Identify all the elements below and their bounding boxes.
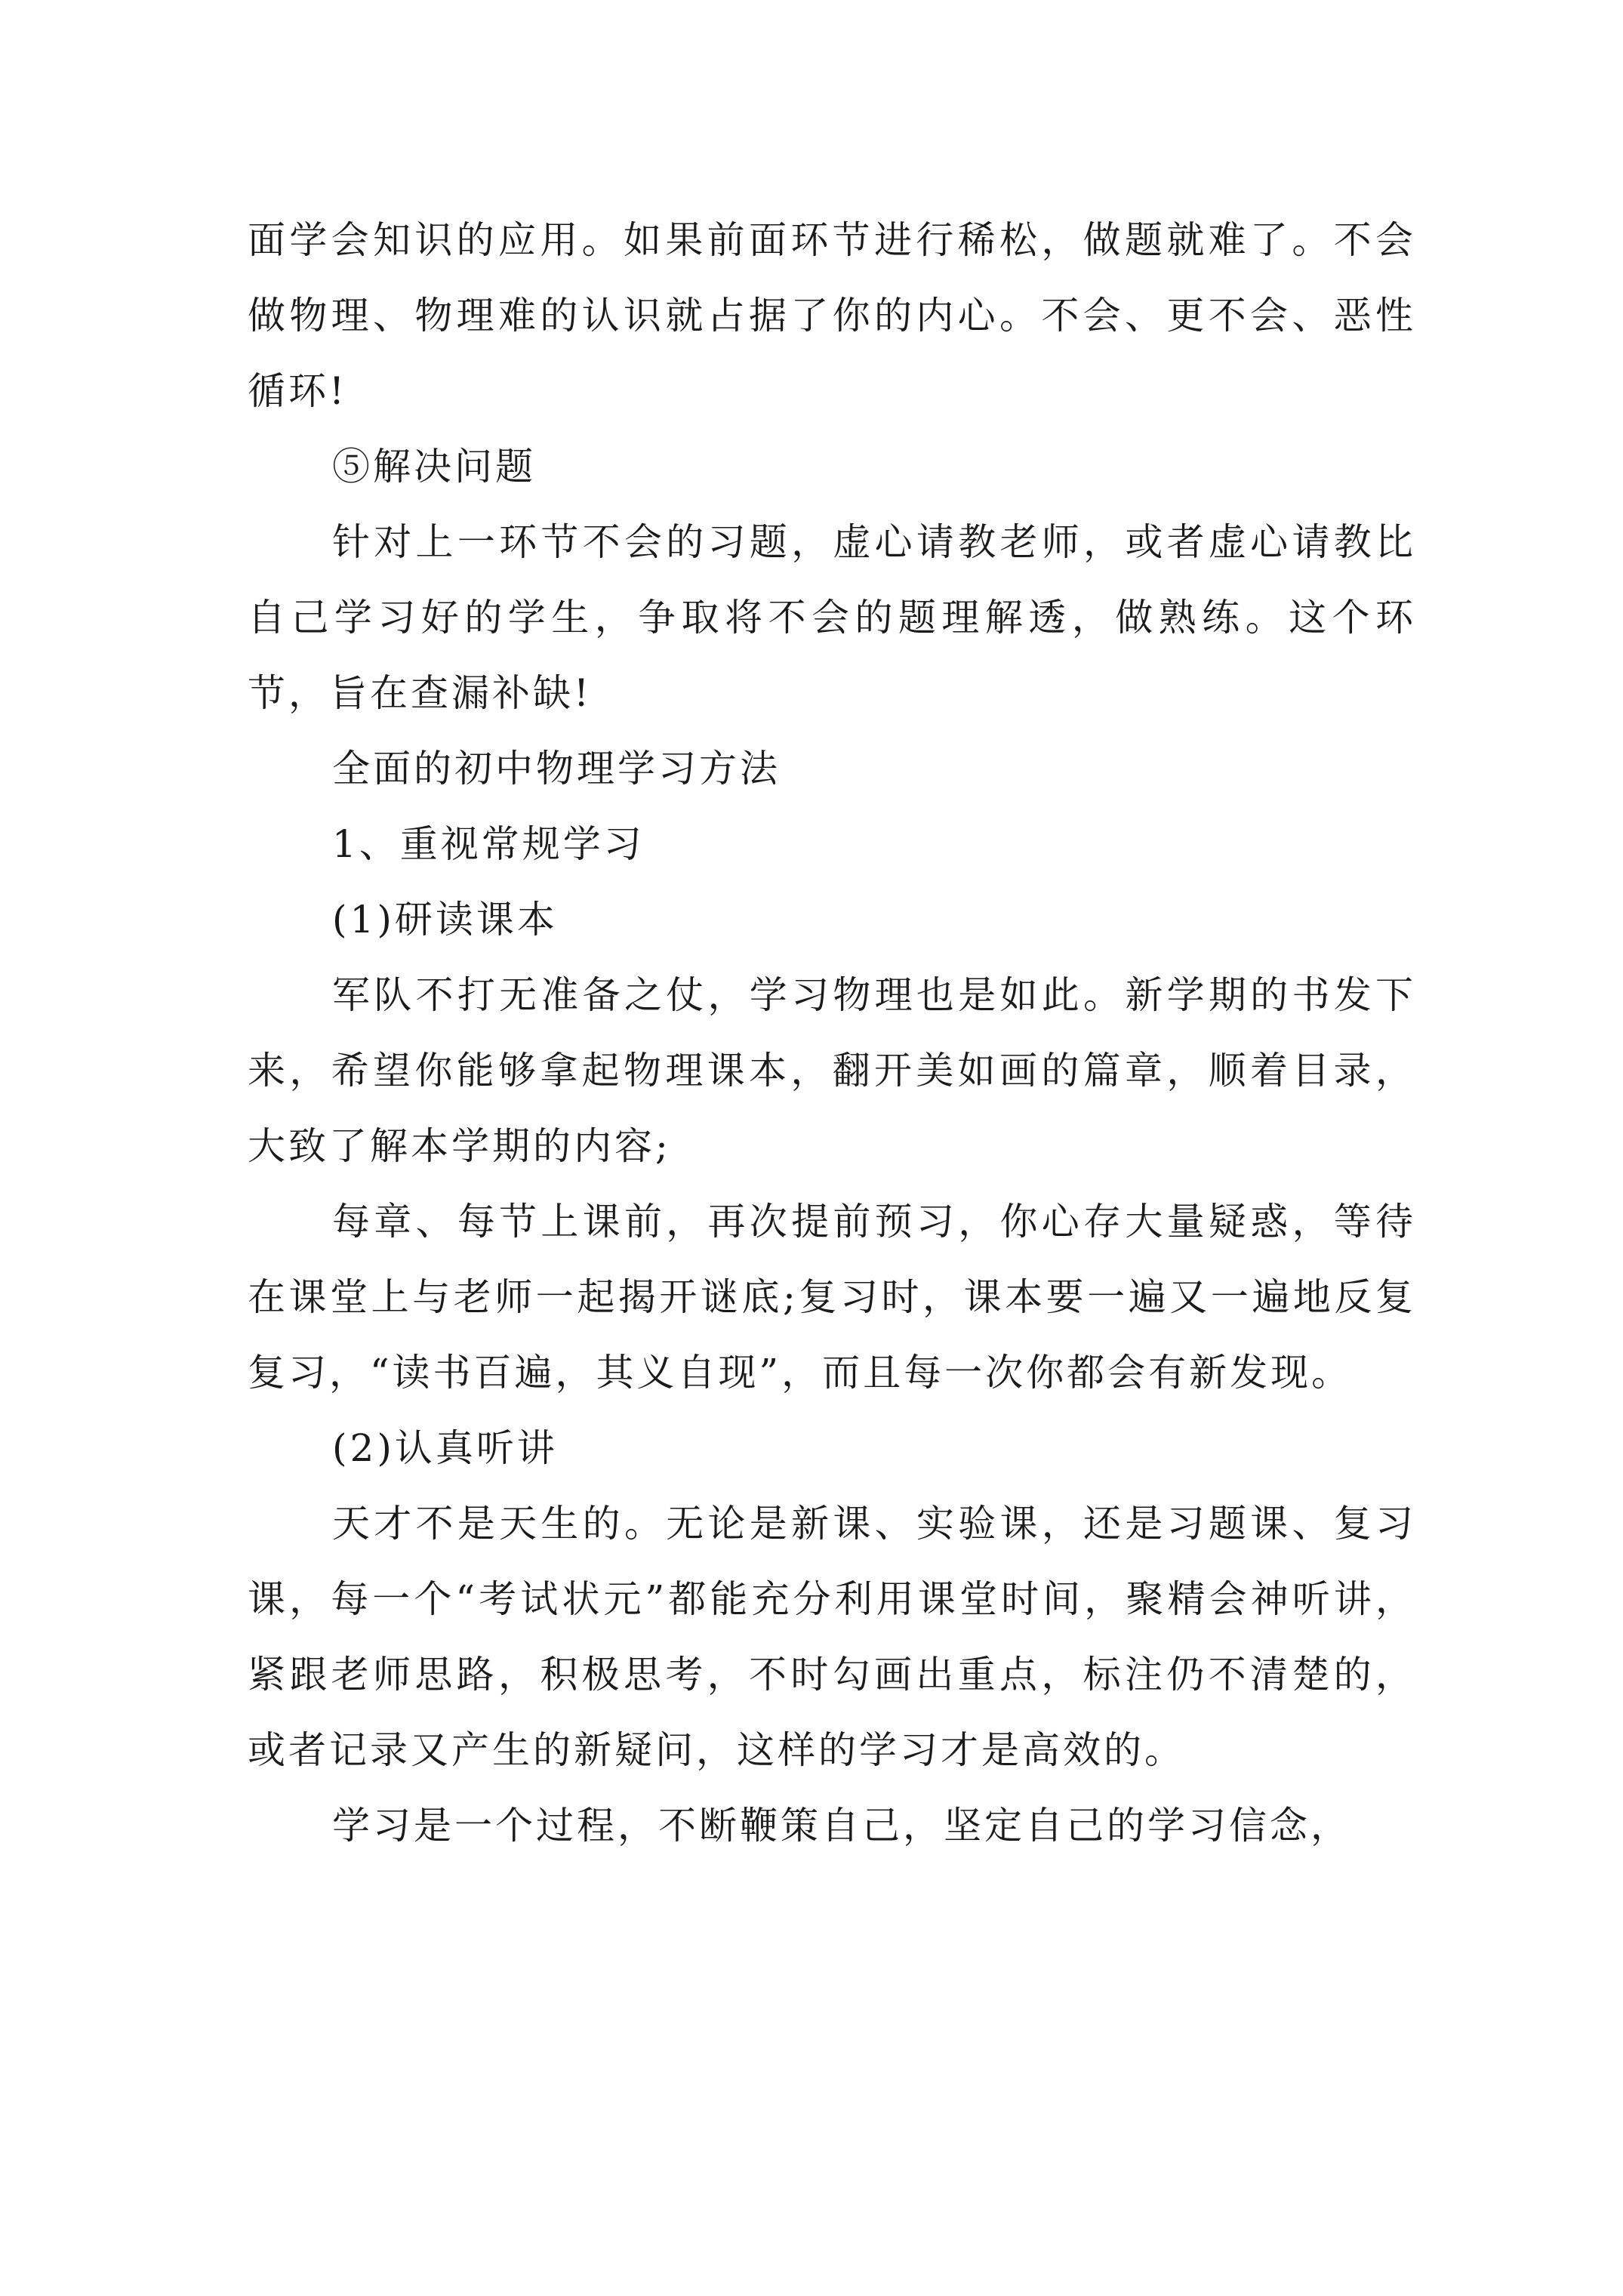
document-body (248, 202, 1416, 1863)
paragraph-4: 每章、每节上课前，再次提前预习，你心存大量疑惑，等待在课堂上与老师一起揭开谜底;复习时，课本要一遍又一遍地反复复习，“读书百遍，其义自现”，而且每一次你都会有新发现。 (248, 1200, 1416, 1395)
paragraph-3: 军队不打无准备之仗，学习物理也是如此。新学期的书发下来，希望你能够拿起物理课本，翻开美如画的篇章，顺着目录，大致了解本学期的内容; (248, 973, 1416, 1168)
paragraph-5: 天才不是天生的。无论是新课、实验课，还是习题课、复习课，每一个“考试状元”都能充分利用课堂时间，聚精会神听讲，紧跟老师思路，积极思考，不时勾画出重点，标注仍不清楚的，或者记录又产生的新疑问，这样的学习才是高效的。 (248, 1502, 1416, 1772)
paragraph-2: 针对上一环节不会的习题，虚心请教老师，或者虚心请教比自己学习好的学生，争取将不会的题理解透，做熟练。这个环节，旨在查漏补缺! (248, 520, 1416, 715)
heading-study-textbook: (1)研读课本 (332, 898, 558, 942)
heading-study-methods: 全面的初中物理学习方法 (332, 747, 781, 791)
heading-routine-learning: 1、重视常规学习 (332, 822, 645, 866)
paragraph-1: 面学会知识的应用。如果前面环节进行稀松，做题就难了。不会做物理、物理难的认识就占据了你的内心。不会、更不会、恶性循环! (248, 218, 1416, 413)
heading-solve-problems: ⑤解决问题 (332, 445, 536, 488)
heading-listen-carefully: (2)认真听讲 (332, 1426, 558, 1470)
paragraph-6: 学习是一个过程，不断鞭策自己，坚定自己的学习信念， (332, 1804, 1351, 1848)
